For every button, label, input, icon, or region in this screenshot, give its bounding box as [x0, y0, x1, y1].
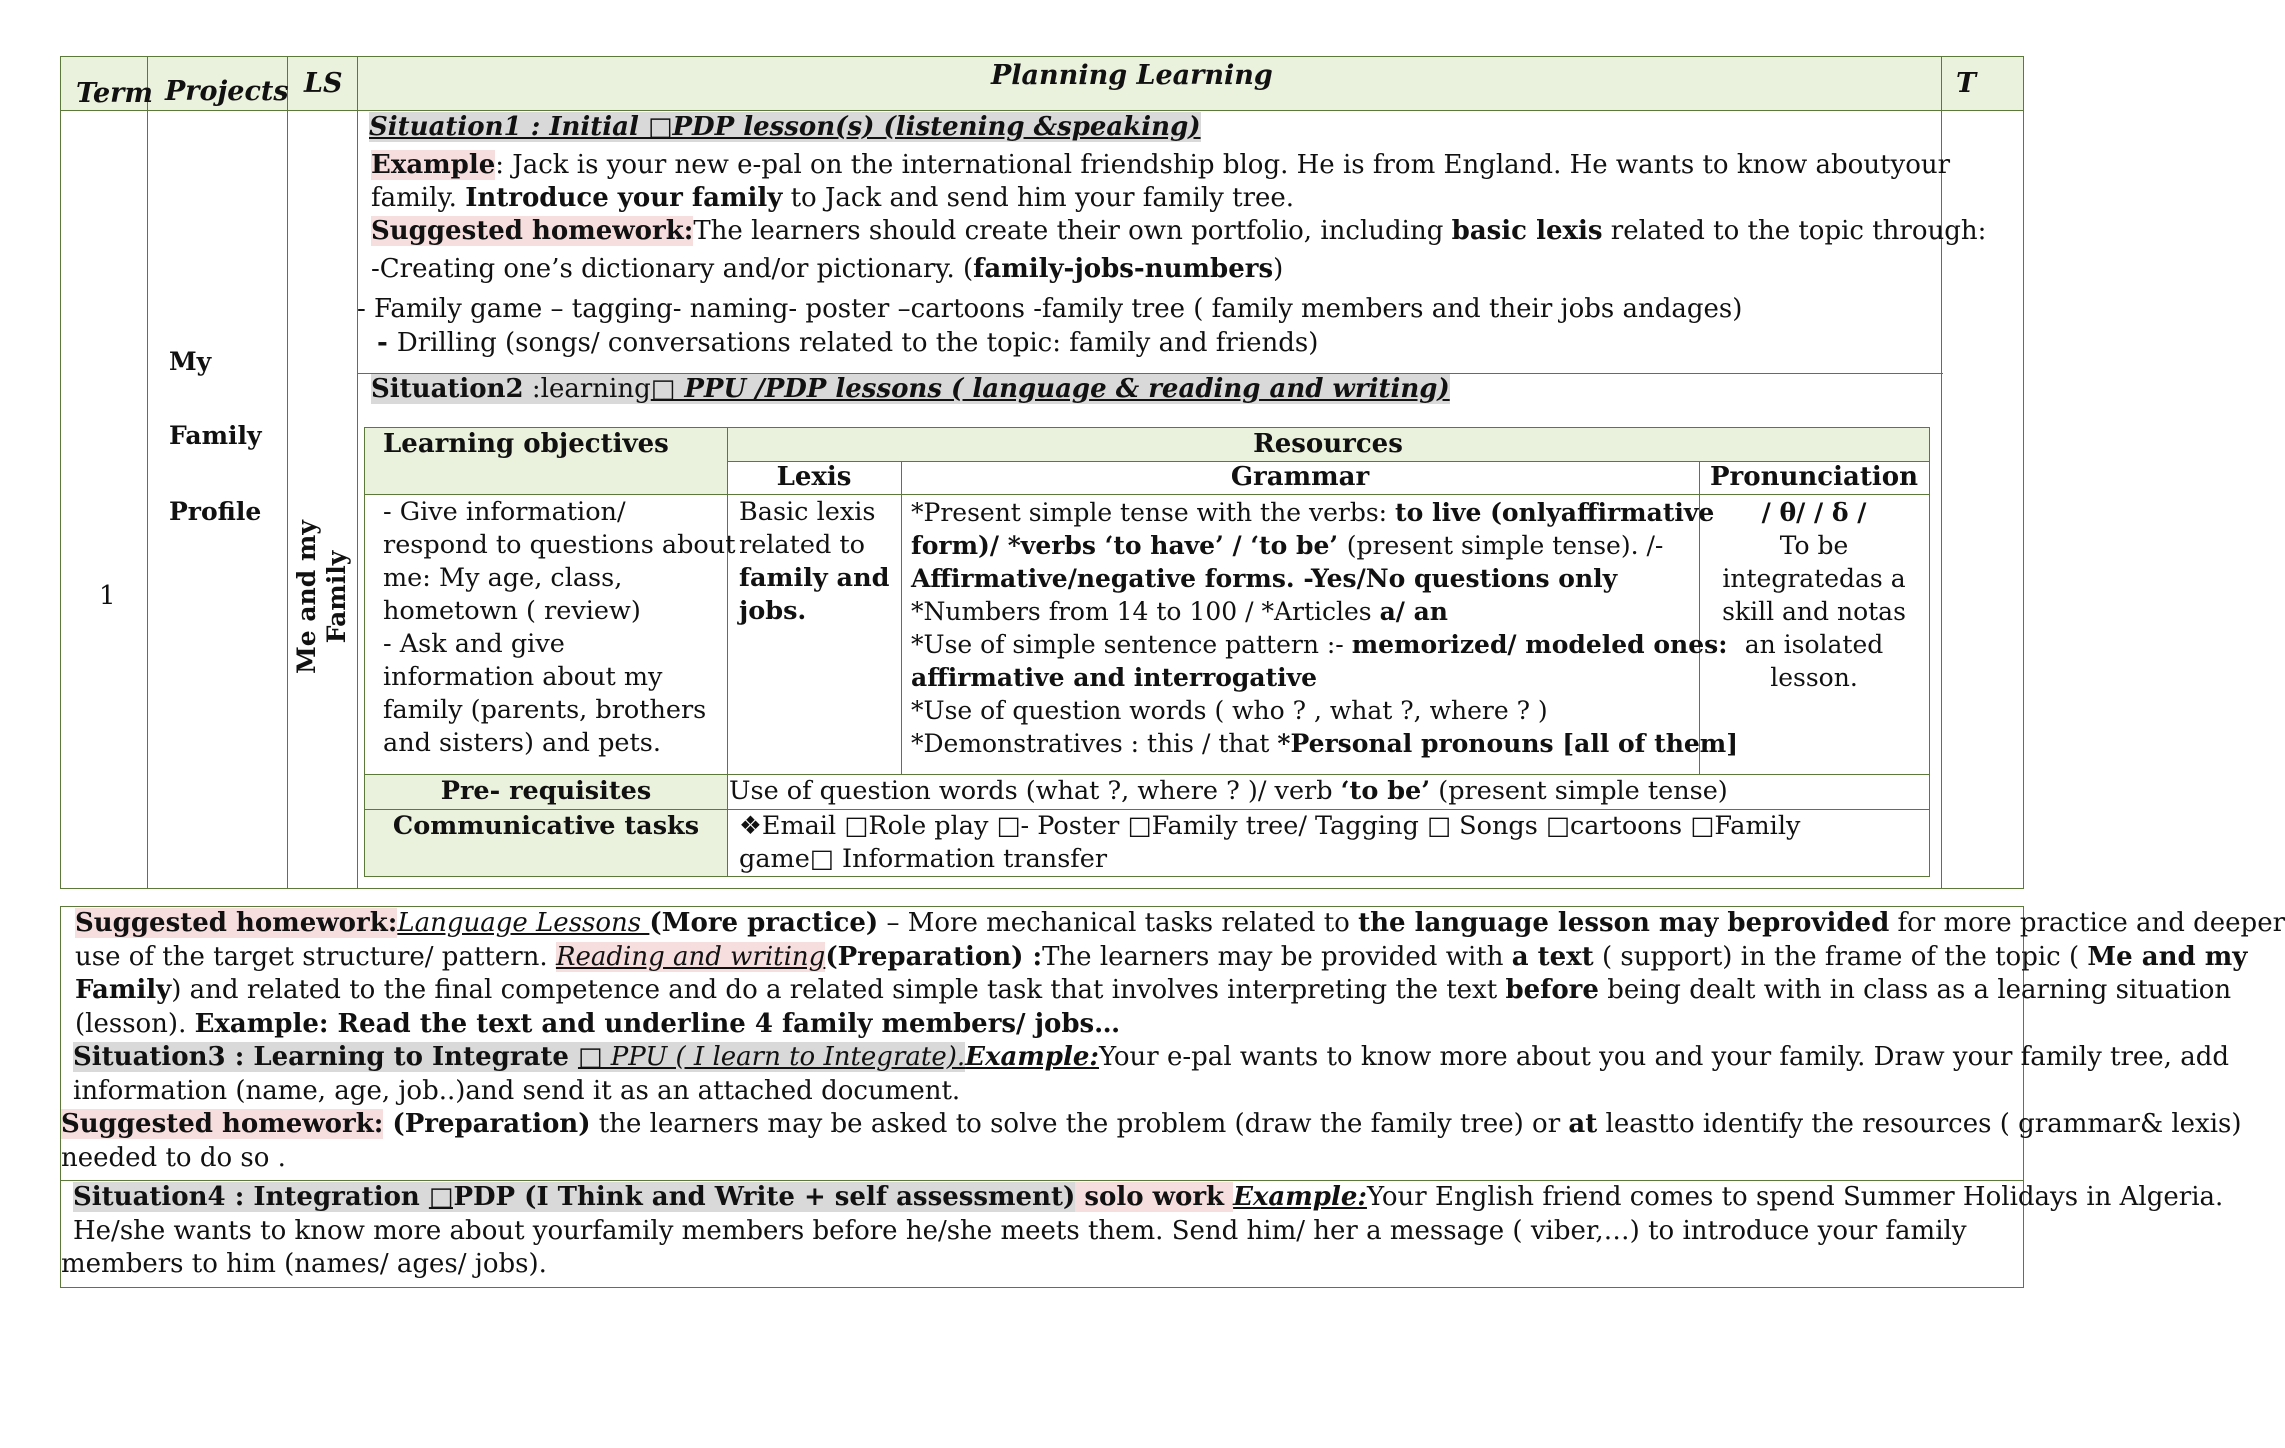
header-pronunciation: Pronunciation	[1710, 462, 1918, 492]
objective-line: family (parents, brothers	[383, 695, 707, 725]
project-name-line-2: Family	[169, 421, 262, 450]
header-t: T	[1956, 68, 1977, 99]
header-learning-objectives: Learning objectives	[383, 429, 669, 459]
homework-situation3: Suggested homework: (Preparation) the learners may be asked to solve the problem (draw the family tree) or at leastto identify the resources ( grammar& lexis) needed to do so .	[61, 1109, 2242, 1173]
situation3: Situation3 : Learning to Integrate □ PPU ( I learn to Integrate).Example:Your e-pal wants to know more about you and your family. Draw your family tree, add information (name, age, job..)and send it as an attached document.	[73, 1042, 2229, 1106]
prerequisites-label: Pre- requisites	[440, 776, 652, 806]
objective-line: and sisters) and pets.	[383, 728, 661, 758]
objective-line: respond to questions about	[383, 530, 736, 560]
header-planning-learning: Planning Learning	[991, 60, 1273, 91]
situation1-homework: Suggested homework:The learners should create their own portfolio, including basic lexis related to the topic through:	[371, 216, 1987, 246]
communicative-tasks-value: ❖Email □Role play □- Poster □Family tree/ Tagging □ Songs □cartoons □Family game□ Information transfer	[739, 811, 1801, 874]
objective-line: me: My age, class,	[383, 563, 623, 593]
situations-box	[60, 906, 2285, 1288]
header-term: Term	[76, 78, 153, 109]
objective-line: hometown ( review)	[383, 596, 641, 626]
column-divider	[147, 57, 148, 888]
pronunciation-cell: / θ/ / δ / To be integratedas a skill and notas an isolated lesson.	[1699, 496, 1929, 694]
objective-line: - Ask and give	[383, 629, 565, 659]
header-grammar: Grammar	[1230, 462, 1370, 492]
objective-line: information about my	[383, 662, 663, 692]
header-resources: Resources	[1253, 429, 1403, 459]
column-divider	[287, 57, 288, 888]
project-name-line-3: Profile	[169, 497, 262, 526]
lexis-cell: Basic lexis related to family and jobs.	[739, 497, 890, 626]
situation1-title: Situation1 : Initial □PDP lesson(s) (listening &speaking)	[369, 112, 1201, 142]
project-name-line-1: My	[169, 347, 212, 376]
situation1-list-item: - Family game – tagging- naming- poster –cartoons -family tree ( family members and their jobs andages)	[357, 294, 1743, 324]
situation1-example: Example: Jack is your new e-pal on the international friendship blog. He is from England. He wants to know aboutyour	[371, 150, 1951, 180]
term-value: 1	[99, 581, 116, 611]
header-projects: Projects	[165, 76, 289, 107]
ls-vertical-label	[292, 507, 352, 687]
communicative-tasks-label: Communicative tasks	[392, 811, 700, 841]
ls-label-line-2: Family	[322, 550, 351, 644]
prerequisites-value: Use of question words (what ?, where ? )/ verb ‘to be’ (present simple tense)	[729, 776, 1728, 806]
homework-language-lessons: Suggested homework:Language Lessons (More practice) – More mechanical tasks related to the language lesson may beprovided for more practice and deeper use of the target structure/ pattern. Reading and writing(Preparation) :The learners may be provided with a text ( support) in the frame of the topic ( Me and my Family) and related to the final competence and do a related simple task that involves interpreting the text before being dealt with in class as a learning situation (lesson). Example: Read the text and underline 4 family members/ jobs…	[75, 908, 2285, 1039]
resources-table	[364, 427, 1930, 877]
learning-objectives-cell	[383, 496, 735, 760]
phoneme-symbols: / θ/ / δ /	[1761, 498, 1867, 527]
header-ls: LS	[304, 68, 343, 99]
ls-label-line-1: Me and my	[292, 520, 321, 674]
situation1-list-item: - Drilling (songs/ conversations related to the topic: family and friends)	[377, 328, 1319, 358]
situation1-list-item: -Creating one’s dictionary and/or pictionary. (family-jobs-numbers)	[371, 254, 1284, 284]
header-lexis: Lexis	[776, 462, 852, 492]
grammar-cell: *Present simple tense with the verbs: to live (onlyaffirmative form)/ *verbs ‘to have’ / ‘to be’ (present simple tense). /- Affirmative/negative forms. -Yes/No questions only *Numbers from 14 to 100 / *Articles a/ an *Use of simple sentence pattern :- memorized/ modeled ones: affirmative and interrogative *Use of question words ( who ? , what ?, where ? ) *Demonstratives : this / that *Personal pronouns [all of them]	[911, 498, 1739, 758]
situation1-example-line-2: family. Introduce your family to Jack and send him your family tree.	[371, 183, 1295, 213]
situation2-title: Situation2 :learning□ PPU /PDP lessons ( language & reading and writing)	[371, 374, 1450, 404]
column-divider	[357, 57, 358, 888]
objective-line: - Give information/	[383, 497, 626, 527]
situation4: Situation4 : Integration □PDP (I Think and Write + self assessment) solo work Example:Your English friend comes to spend Summer Holidays in Algeria. He/she wants to know more about yourfamily members before he/she meets them. Send him/ her a message ( viber,…) to introduce your family members to him (names/ ages/ jobs).	[61, 1182, 2224, 1279]
